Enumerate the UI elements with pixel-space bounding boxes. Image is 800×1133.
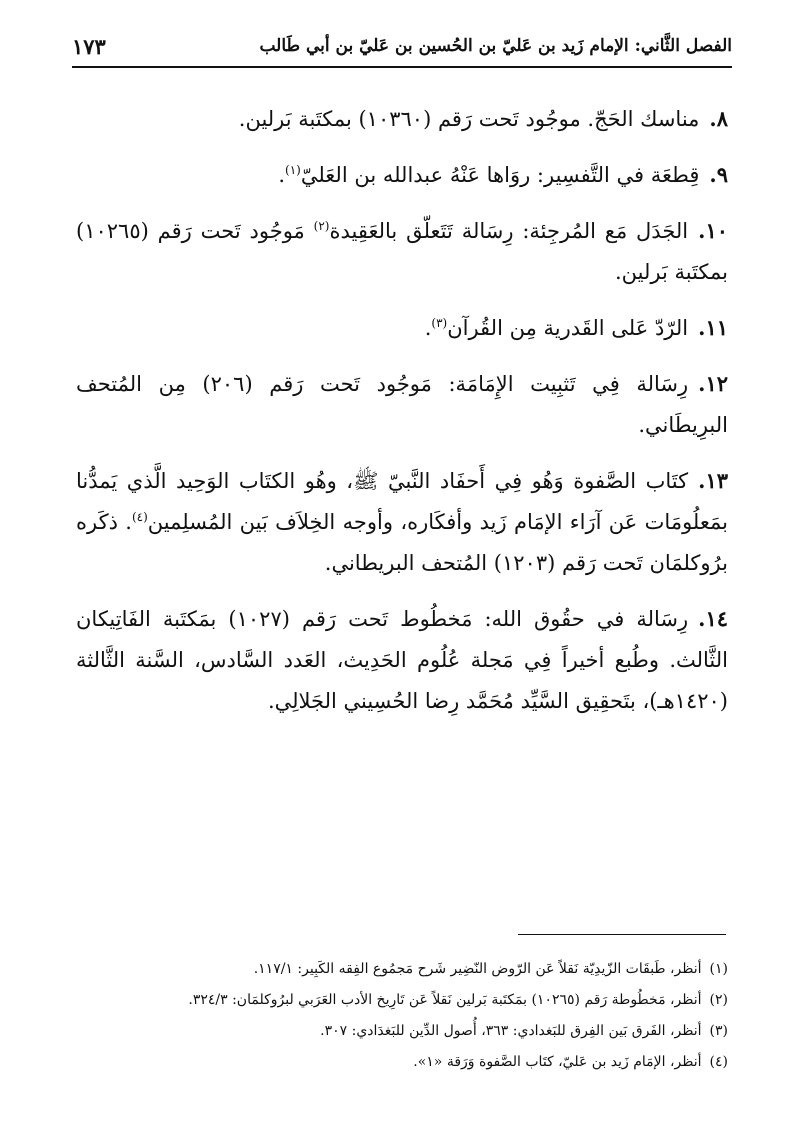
footnote-divider: [518, 934, 726, 935]
footnote: [68, 954, 728, 985]
item-text: مناسك الحَجّ. موجُود تَحت رَقم (١٠٣٦٠) بمكتَبة بَرلين.: [238, 107, 700, 131]
list-item: [76, 460, 728, 584]
footnote-reference[interactable]: (٤): [131, 510, 148, 524]
list-item: [76, 154, 728, 196]
item-text: رِسَالة في حقُوق الله: مَخطُوط تَحت رَقم (١٠٢٧) بمَكتَبة الفَاتِيكان الثَّالث. وطُبع أخيراً فِي مَجلة عُلُوم الحَدِيث، العَدد السَّادس، السَّنة الثَّالثة (١٤٢٠هـ)، بتَحقِيق السَّيِّد مُحَمَّد رِضا الحُسِيني الجَلالِي.: [76, 607, 728, 713]
footnote-number: (٢): [709, 992, 728, 1008]
item-text: كتَاب الصَّفوة وَهُو فِي أَحفَاد النَّبيّ ﷺ، وهُو الكتَاب الوَحِيد الَّذي يَمدُّنا بمَعلُومَات عَن آرَاء الإمَام زَيد وأفكَاره، وأوجه الخِلاَف بَين المُسلِمين: [76, 469, 728, 534]
item-number: ١١.: [698, 315, 728, 340]
item-number: ٩.: [709, 162, 728, 187]
footnote-text: أنظر، الفَرق بَين الفِرق للبَغدادي: ٣٦٣، أُصول الدِّين للبَغدَادي: ٣٠٧.: [320, 1023, 702, 1039]
footnote: [68, 1016, 728, 1047]
footnote-number: (٤): [709, 1054, 728, 1070]
footnote-number: (٣): [709, 1023, 728, 1039]
body-text: [76, 98, 728, 736]
page-header: [72, 32, 732, 68]
item-number: ١٢.: [698, 371, 728, 396]
item-text-tail: . ذكَره برُوكلمَان تَحت رَقم (١٢٠٣) المُتحف البريطاني.: [76, 510, 728, 575]
item-text-tail: .: [424, 316, 432, 340]
footnote: [68, 985, 728, 1016]
footnotes: [68, 954, 728, 1078]
list-item: [76, 98, 728, 140]
item-number: ٨.: [709, 106, 728, 131]
item-number: ١٠.: [698, 218, 728, 243]
item-text: الجَدَل مَع المُرجِئة: رِسَالة تَتَعلّق بالعَقِيدة: [329, 219, 689, 243]
item-text: الرّدّ عَلى القَدرية مِن القُرآن: [447, 316, 689, 340]
page-number: ١٧٣: [72, 34, 106, 59]
item-text: رِسَالة فِي تَثبِيت الإِمَامَة: مَوجُود تَحت رَقم (٢٠٦) مِن المُتحف البرِيطَاني.: [76, 372, 728, 437]
list-item: [76, 363, 728, 446]
list-item: [76, 210, 728, 293]
footnote-reference[interactable]: (٣): [431, 316, 448, 330]
running-title: الفصل الثَّاني: الإمام زَيد بن عَليّ بن الحُسين بن عَليّ بن أبي طَالب: [259, 36, 732, 56]
list-item: [76, 307, 728, 349]
item-number: ١٣.: [698, 468, 728, 493]
footnote-text: أنظر، طَبقَات الزّيدِيّة نَقلاً عَن الرّوض النّضِير شَرح مَجمُوع الفِقه الكَبِير: ١١٧/١.: [253, 961, 702, 977]
footnote-reference[interactable]: (١): [285, 163, 301, 177]
item-number: ١٤.: [698, 606, 729, 631]
item-text: قِطعَة في التَّفسِير: روَاها عَنْهُ عبدالله بن العَليّ: [300, 163, 700, 187]
footnote-number: (١): [709, 961, 728, 977]
list-item: [76, 598, 728, 722]
item-text-tail: مَوجُود تَحت رَقم (١٠٢٦٥) بمكتَبة بَرلين.: [76, 219, 728, 284]
footnote-text: أنظر، الإمَام زَيد بن عَليّ، كتَاب الصَّفوة وَرَقة «١».: [413, 1054, 702, 1070]
footnote-text: أنظر، مَخطُوطة رَقم (١٠٢٦٥) بمَكتَبة بَرلين نَقلاً عَن تَارِيخ الأدب العَرَبي لبرُوكلمَان: ٣٢٤/٣.: [188, 992, 702, 1008]
footnote: [68, 1047, 728, 1078]
footnote-reference[interactable]: (٢): [313, 219, 330, 233]
item-text-tail: .: [278, 163, 286, 187]
